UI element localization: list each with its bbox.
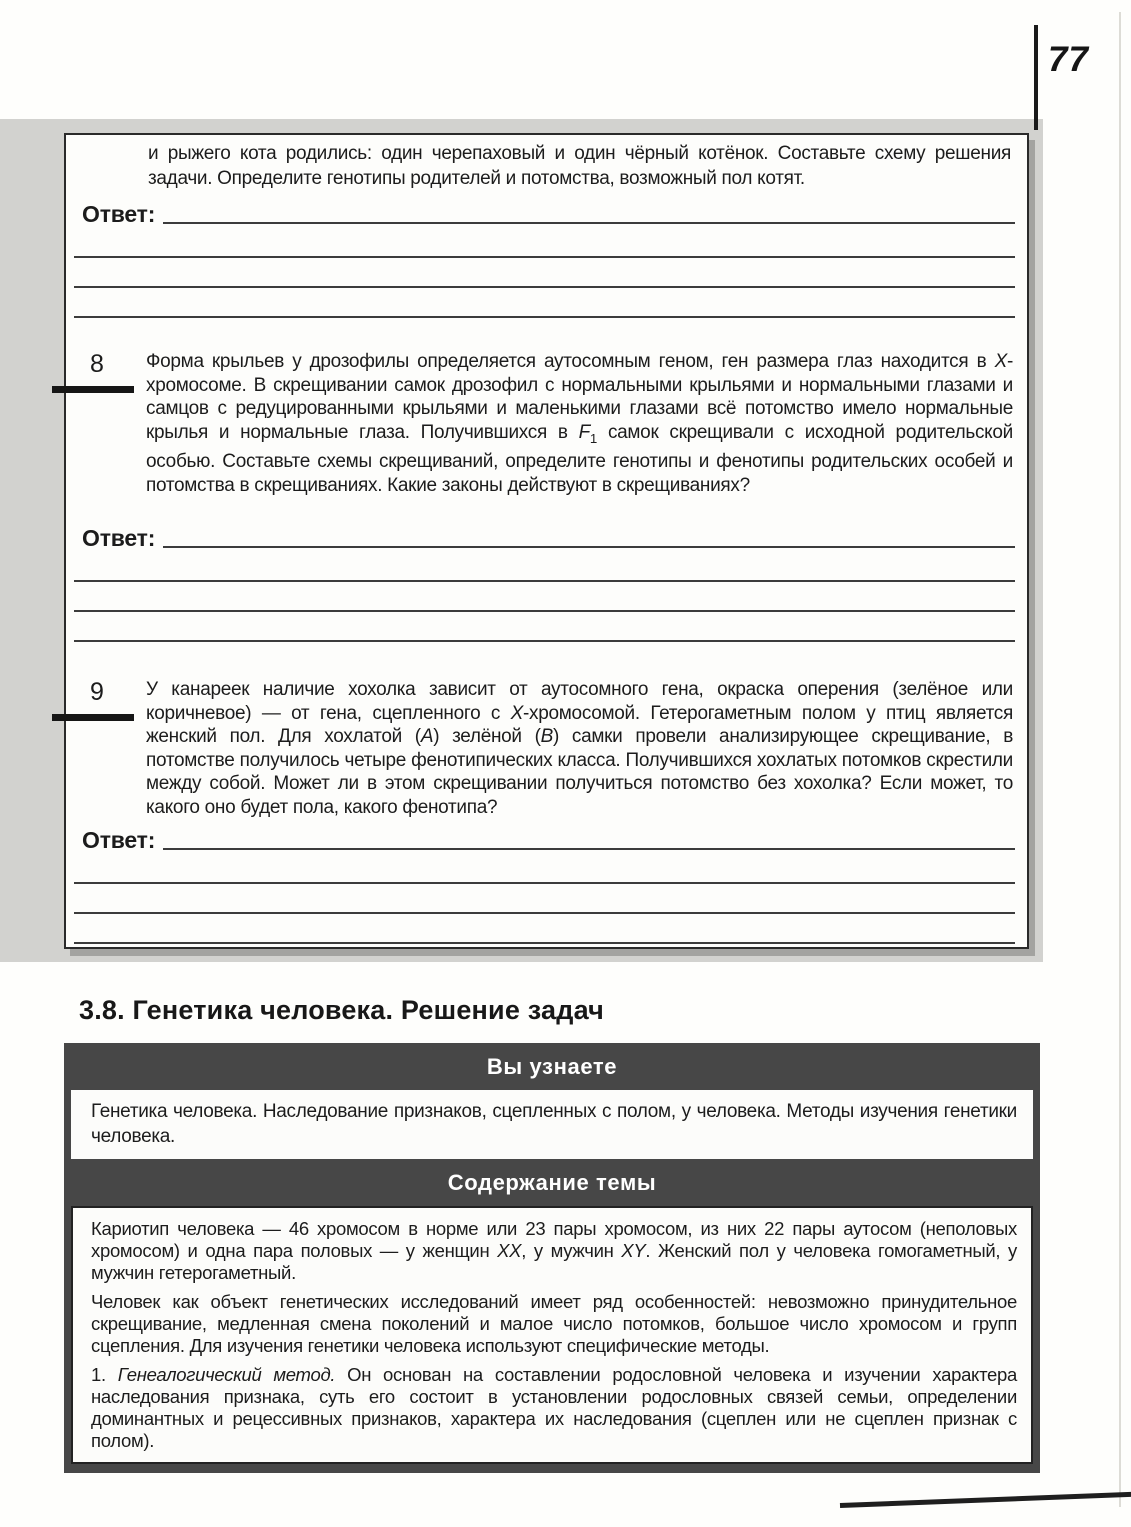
answer-label: Ответ: xyxy=(82,525,156,551)
topic-content-header: Содержание темы xyxy=(447,1170,657,1195)
question-8 xyxy=(66,350,1013,497)
answer-line xyxy=(163,546,1015,548)
question-9-text: У канареек наличие хохолка зависит от аутосомного гена, окраска оперения (зелёное или коричневое) — от гена, сцепленного с X-хромосомой. Гетерогаметным полом у птиц является женский пол. Для хохлатой (A) зелёной (B) самки провели анализирующее скрещивание, в потомстве получилось четыре фенотипических класса. Получившихся хохлатых потомков скрестили между собой. Может ли в этом скрещивании получиться потомство без хохолка? Если может, то какого оно будет пола, какого фенотипа? xyxy=(146,679,1013,818)
exercise-box xyxy=(64,133,1029,949)
topic-paragraph: Кариотип человека — 46 хромосом в норме или 23 пары хромосом, из них 22 пары аутосом (неполовых хромосом) и одна пара половых — у женщин XX, у мужчин XY. Женский пол у человека гомогаметный, у мужчин гетерогаметный. xyxy=(91,1218,1017,1283)
question-8-text: Форма крыльев у дрозофилы определяется аутосомным геном, ген размера глаз находится в X-хромосоме. В скрещивании самок дрозофил с нормальными крыльями и нормальными глазами и самцов с редуцированными крыльями и маленькими глазами всё потомство имело нормальные крылья и нормальные глаза. Получившихся в $F_1$ самок скрещивали с исходной родительской особью. Составьте схемы скрещиваний, определите генотипы и фенотипы родительских особей и потомства в скрещиваниях. Какие законы действуют в скрещиваниях? xyxy=(146,351,1013,496)
answer-line xyxy=(74,582,1015,612)
answer-line xyxy=(163,222,1015,224)
question-number-bar xyxy=(52,386,134,393)
answer-block-3 xyxy=(74,827,1015,944)
answer-label: Ответ: xyxy=(82,827,156,853)
question-9-number: 9 xyxy=(90,678,104,706)
topic-paragraph: 1. Генеалогический метод. Он основан на составлении родословной человека и изучении характера наследования признака, суть его состоит в установлении родословных связей семьи, определении доминантных и рецессивных признаков, характера их наследования (сцеплен или не сцеплен признак с полом). xyxy=(91,1364,1017,1451)
answer-line xyxy=(74,884,1015,914)
answer-label: Ответ: xyxy=(82,201,156,227)
question-continuation-text: и рыжего кота родились: один черепаховый и один чёрный котёнок. Составьте схему решения задачи. Определите генотипы родителей и потомства, возможный пол котят. xyxy=(148,143,1011,189)
question-9-number-column xyxy=(66,678,146,820)
answer-block-1 xyxy=(74,201,1015,318)
answer-line xyxy=(74,854,1015,884)
book-page-edge-line xyxy=(1119,12,1121,1507)
topic-content-body xyxy=(71,1206,1033,1464)
page-number: 77 xyxy=(1048,40,1089,79)
book-bottom-edge-line xyxy=(840,1491,1131,1508)
question-9 xyxy=(66,678,1013,820)
question-8-number: 8 xyxy=(90,350,104,378)
topic-paragraph: Человек как объект генетических исследований имеет ряд особенностей: невозможно принудительное скрещивание, медленная смена поколений и малое число потомков, большое число хромосом и групп сцепления. Для изучения генетики человека используют специфические методы. xyxy=(91,1291,1017,1356)
answer-line xyxy=(74,914,1015,944)
answer-line xyxy=(74,288,1015,318)
question-number-bar xyxy=(52,714,134,721)
section-title: 3.8. Генетика человека. Решение задач xyxy=(79,995,605,1025)
you-will-learn-text: Генетика человека. Наследование признаков, сцепленных с полом, у человека. Методы изучения генетики человека. xyxy=(91,1101,1017,1147)
answer-line xyxy=(163,848,1015,850)
answer-line xyxy=(74,228,1015,258)
page-number-rule xyxy=(1034,25,1038,130)
you-will-learn-header: Вы узнаете xyxy=(486,1054,618,1079)
answer-line xyxy=(74,552,1015,582)
answer-line xyxy=(74,612,1015,642)
you-will-learn-body xyxy=(71,1090,1033,1159)
topic-info-block xyxy=(64,1043,1040,1473)
answer-block-2 xyxy=(74,525,1015,642)
question-8-number-column xyxy=(66,350,146,497)
answer-line xyxy=(74,258,1015,288)
